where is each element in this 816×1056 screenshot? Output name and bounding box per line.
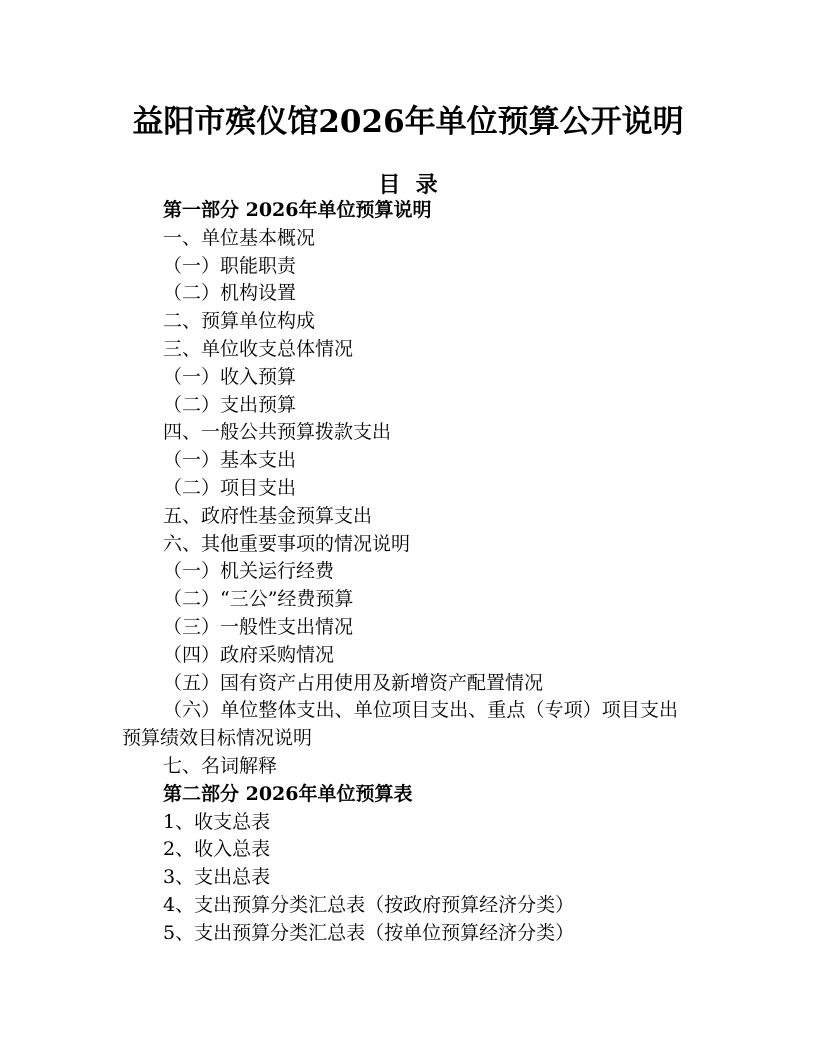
toc-part-heading: 第一部分 2026年单位预算说明 bbox=[163, 199, 432, 221]
toc-table-entry: 3、支出总表 bbox=[163, 866, 271, 889]
toc-subsection: （二）项目支出 bbox=[163, 476, 297, 499]
toc-subsection: （三）一般性支出情况 bbox=[163, 615, 354, 638]
toc-subsection: （六）单位整体支出、单位项目支出、重点（专项）项目支出预算绩效目标情况说明 bbox=[122, 699, 678, 750]
toc-subsection: （二）支出预算 bbox=[163, 393, 297, 416]
toc-heading: 目 录 bbox=[378, 172, 438, 198]
toc-section: 二、预算单位构成 bbox=[163, 310, 316, 333]
toc-section: 七、名词解释 bbox=[163, 754, 278, 777]
toc-subsection: （一）机关运行经费 bbox=[163, 560, 335, 583]
toc-section: 四、一般公共预算拨款支出 bbox=[163, 421, 392, 444]
toc-subsection: （一）职能职责 bbox=[163, 254, 297, 277]
toc-subsection: （四）政府采购情况 bbox=[163, 643, 335, 666]
table-of-contents bbox=[0, 197, 816, 948]
toc-section: 一、单位基本概况 bbox=[163, 226, 316, 249]
toc-section: 五、政府性基金预算支出 bbox=[163, 504, 373, 527]
toc-subsection: （五）国有资产占用使用及新增资产配置情况 bbox=[163, 671, 544, 694]
toc-part-heading: 第二部分 2026年单位预算表 bbox=[163, 782, 413, 805]
toc-subsection: （二）机构设置 bbox=[163, 282, 297, 305]
toc-section: 六、其他重要事项的情况说明 bbox=[163, 532, 411, 555]
toc-table-entry: 5、支出预算分类汇总表（按单位预算经济分类） bbox=[163, 921, 575, 944]
toc-subsection: （一）基本支出 bbox=[163, 449, 297, 472]
toc-subsection: （一）收入预算 bbox=[163, 365, 297, 388]
toc-table-entry: 2、收入总表 bbox=[163, 838, 271, 861]
toc-table-entry: 4、支出预算分类汇总表（按政府预算经济分类） bbox=[163, 893, 575, 916]
toc-section: 三、单位收支总体情况 bbox=[163, 337, 354, 360]
toc-subsection: （二）“三公”经费预算 bbox=[163, 588, 354, 611]
toc-table-entry: 1、收支总表 bbox=[163, 810, 271, 833]
document-title: 益阳市殡仪馆2026年单位预算公开说明 bbox=[132, 104, 684, 140]
